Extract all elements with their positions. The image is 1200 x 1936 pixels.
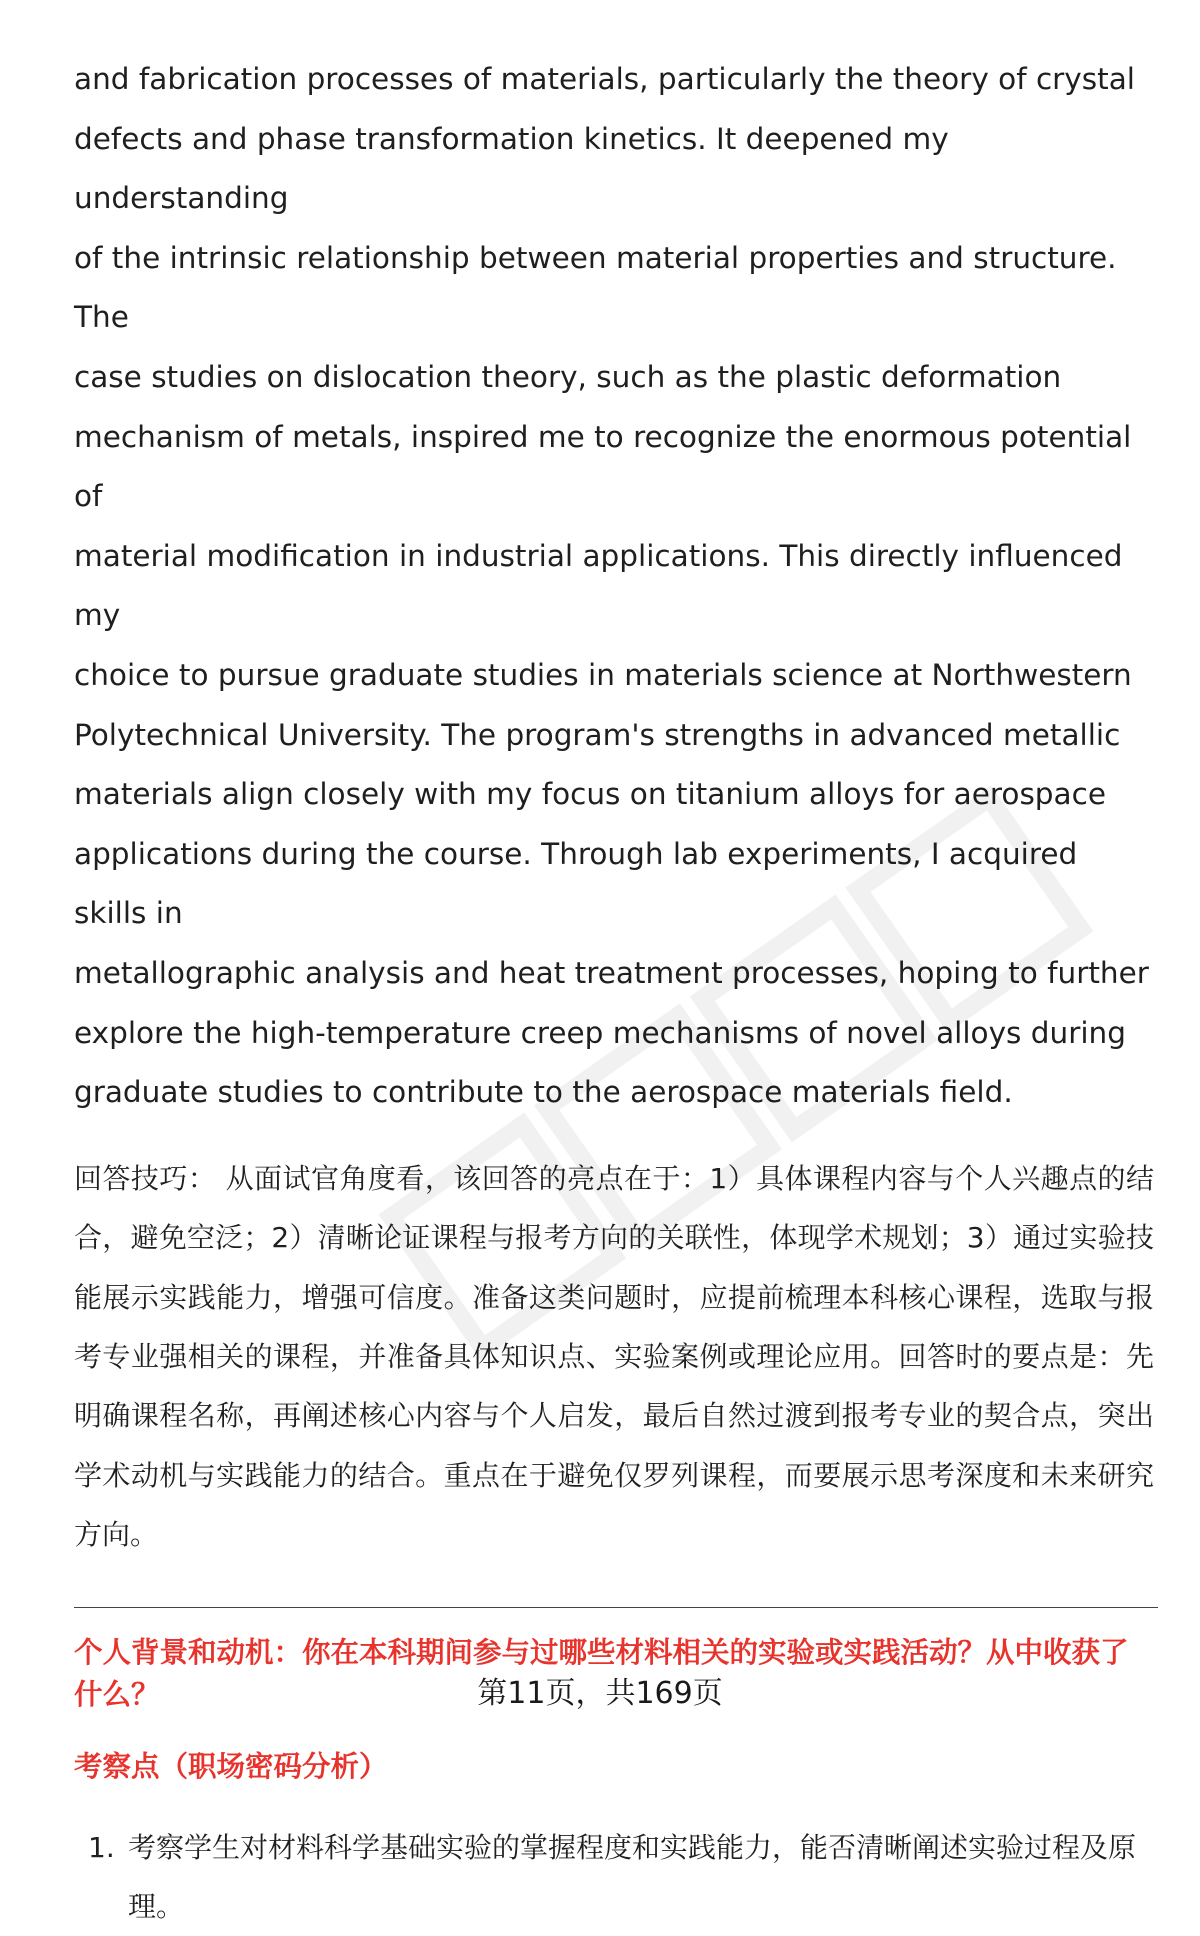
list-item-text: 考察学生对材料科学基础实验的掌握程度和实践能力，能否清晰阐述实验过程及原理。 [128, 1830, 1137, 1923]
section-heading: 考察点（职场密码分析） [74, 1749, 388, 1783]
paragraph-line: and fabrication processes of materials, particularly the theory of crystal [74, 62, 1135, 96]
paragraph-line: choice to pursue graduate studies in materials science at Northwestern [74, 657, 1132, 692]
paragraph-line: materials align closely with my focus on titanium alloys for aerospace [74, 777, 1106, 812]
list-item-number: 1. [88, 1830, 115, 1864]
section-divider [74, 1607, 1158, 1608]
english-answer-paragraph [74, 50, 1154, 1123]
paragraph-line: metallographic analysis and heat treatment processes, hoping to further [74, 955, 1149, 990]
paragraph-line: Polytechnical University. The program's strengths in advanced metallic [74, 717, 1121, 752]
document-page [74, 50, 1154, 1936]
answer-tips-paragraph [74, 1149, 1154, 1565]
tips-text: 从面试官角度看，该回答的亮点在于：1）具体课程内容与个人兴趣点的结合，避免空泛；2）清晰论证课程与报考方向的关联性，体现学术规划；3）通过实验技能展示实践能力，增强可信度。准备这类问题时，应提前梳理本科核心课程，选取与报考专业强相关的课程，并准备具体知识点、实验案例或理论应用。回答时的要点是：先明确课程名称，再阐述核心内容与个人启发，最后自然过渡到报考专业的契合点，突出学术动机与实践能力的结合。重点在于避免仅罗列课程，而要展示思考深度和未来研究方向。 [74, 1161, 1154, 1552]
paragraph-line: case studies on dislocation theory, such as the plastic deformation [74, 359, 1062, 394]
paragraph-line: explore the high-temperature creep mechanisms of novel alloys during [74, 1015, 1126, 1050]
paragraph-line: defects and phase transformation kinetics. It deepened my understanding [74, 121, 949, 216]
page-number-footer: 第11页，共169页 [477, 1676, 723, 1711]
paragraph-line: mechanism of metals, inspired me to recognize the enormous potential of [74, 419, 1132, 514]
paragraph-line: graduate studies to contribute to the aerospace materials field. [74, 1075, 1013, 1110]
tips-label: 回答技巧： [74, 1161, 217, 1195]
assessment-points-list [74, 1818, 1154, 1936]
question-heading: 个人背景和动机：你在本科期间参与过哪些材料相关的实验或实践活动？从中收获了什么？ [74, 1635, 1129, 1711]
paragraph-line: material modification in industrial applications. This directly influenced my [74, 538, 1123, 633]
paragraph-line: of the intrinsic relationship between material properties and structure. The [74, 240, 1117, 335]
paragraph-line: applications during the course. Through lab experiments, I acquired skills in [74, 836, 1078, 931]
list-item [74, 1818, 1154, 1936]
